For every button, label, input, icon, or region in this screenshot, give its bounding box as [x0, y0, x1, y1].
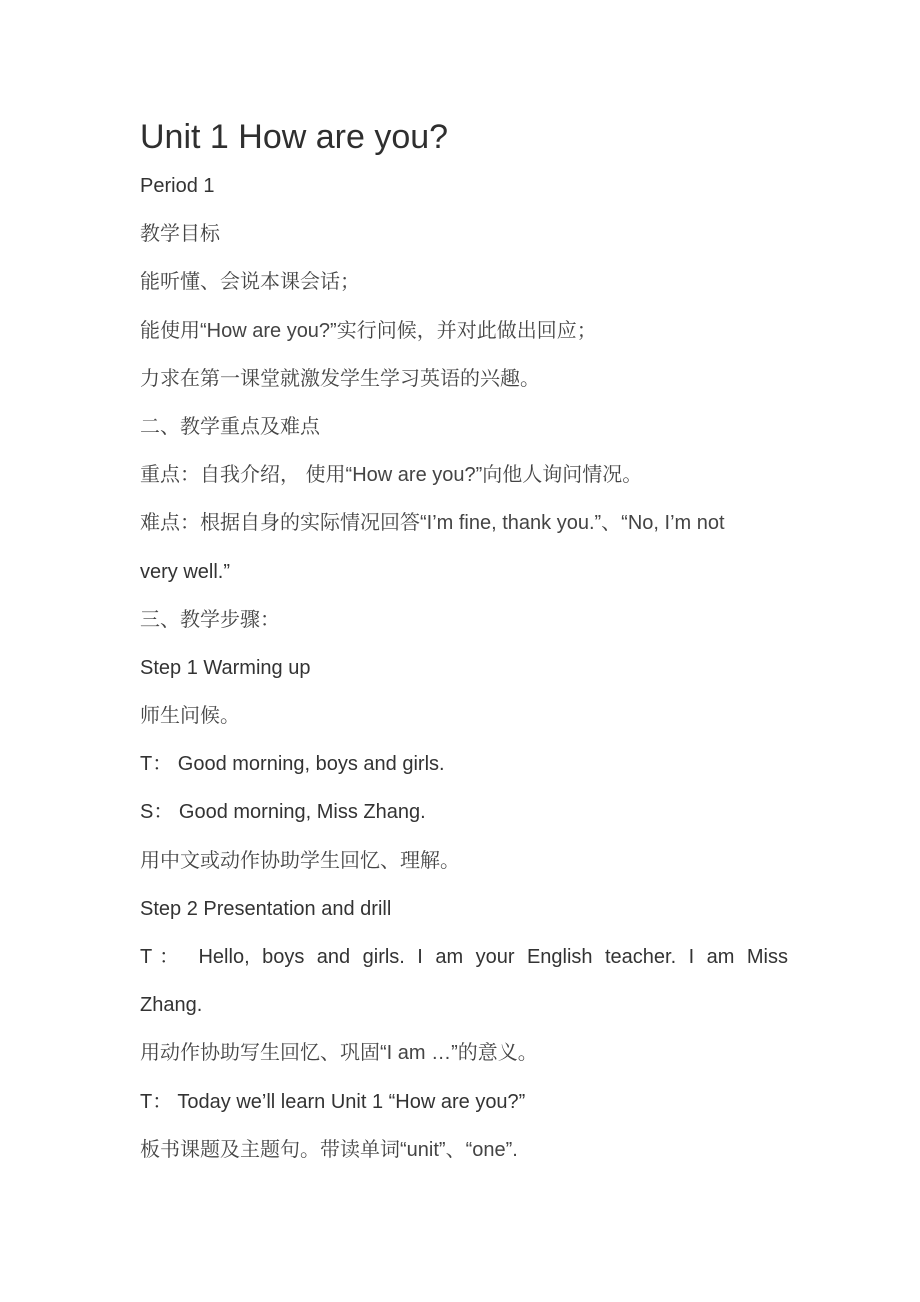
dialogue-line-continued: Zhang.: [140, 994, 203, 1017]
dialogue-line: T： Hello, boys and girls. I am your English teacher. I am Miss: [140, 946, 788, 968]
document-page: [140, 112, 788, 1174]
key-point: 重点：自我介绍， 使用“How are you?”向他人询问情况。: [140, 464, 643, 487]
objective-item: 能使用“How are you?”实行问候，并对此做出回应；: [140, 319, 597, 342]
section-heading-steps: 三、教学步骤：: [140, 608, 280, 631]
step-heading: Step 2 Presentation and drill: [140, 897, 392, 920]
dialogue-line: T： Today we’ll learn Unit 1 “How are you?”: [140, 1090, 526, 1113]
difficult-point: 难点：根据自身的实际情况回答“I’m fine, thank you.”、“No, I’m not: [140, 512, 725, 535]
step-heading: Step 1 Warming up: [140, 656, 311, 679]
section-heading-objectives: 教学目标: [140, 223, 220, 246]
dialogue-line: S： Good morning, Miss Zhang.: [140, 801, 426, 824]
instruction-text: 师生问候。: [140, 705, 240, 728]
dialogue-line: T： Good morning, boys and girls.: [140, 753, 445, 776]
difficult-point-continued: very well.”: [140, 560, 231, 583]
objective-item: 力求在第一课堂就激发学生学习英语的兴趣。: [140, 367, 540, 390]
instruction-text: 板书课题及主题句。带读单词“unit”、“one”.: [140, 1138, 518, 1161]
instruction-text: 用动作协助写生回忆、巩固“I am …”的意义。: [140, 1042, 538, 1065]
objective-item: 能听懂、会说本课会话；: [140, 271, 360, 294]
period-label: Period 1: [140, 175, 215, 197]
section-heading-key-points: 二、教学重点及难点: [140, 415, 320, 438]
instruction-text: 用中文或动作协助学生回忆、理解。: [140, 849, 460, 872]
unit-title: Unit 1 How are you?: [140, 118, 449, 156]
